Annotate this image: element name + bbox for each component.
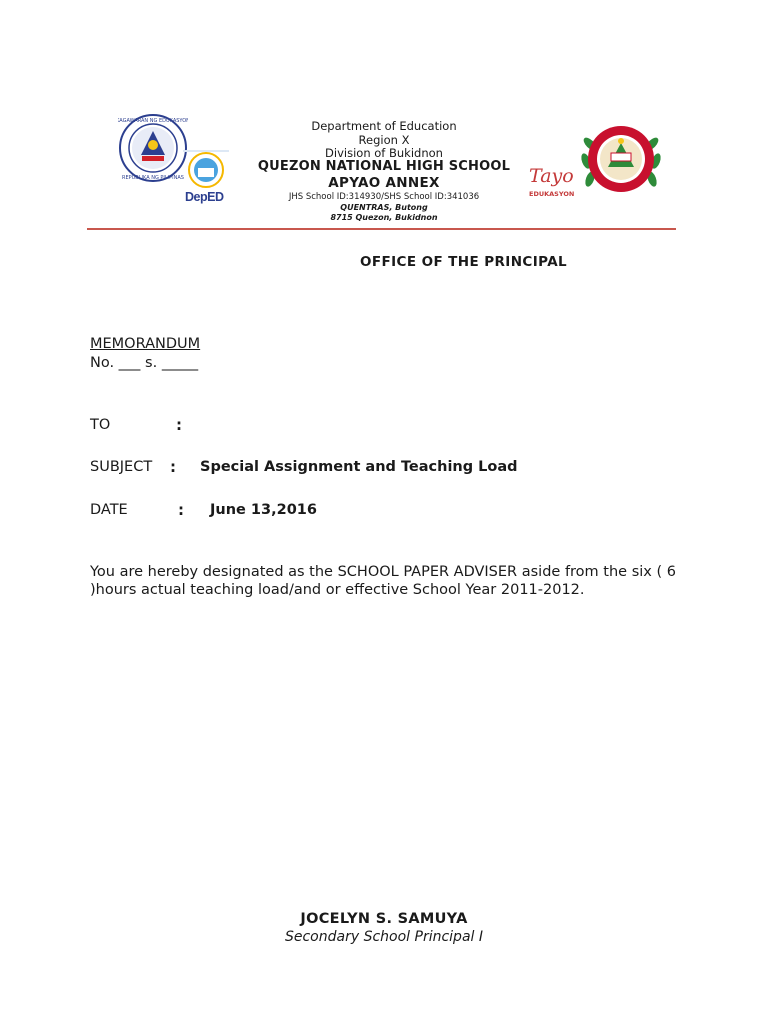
subject-value: Special Assignment and Teaching Load — [200, 459, 518, 475]
signatory-title: Secondary School Principal I — [284, 929, 483, 945]
tayo-logo-subtext: EDUKASYON — [529, 190, 575, 198]
address-line-1: QUENTRAS, Butong — [340, 203, 428, 212]
tayo-logo-text: Tayo — [529, 165, 574, 187]
department-name: Department of Education — [311, 119, 457, 133]
office-title: OFFICE OF THE PRINCIPAL — [360, 254, 568, 270]
school-annex: APYAO ANNEX — [328, 175, 440, 191]
memo-number: No. ___ s. _____ — [90, 355, 199, 371]
signatory-name: JOCELYN S. SAMUYA — [300, 911, 468, 927]
subject-colon: : — [170, 458, 176, 476]
svg-text:REPUBLIKA NG PILIPINAS: REPUBLIKA NG PILIPINAS — [122, 175, 184, 181]
date-label: DATE — [90, 502, 128, 518]
deped-logo-text: DepED — [185, 190, 224, 204]
header-divider — [87, 228, 676, 230]
school-name: QUEZON NATIONAL HIGH SCHOOL — [257, 159, 511, 174]
subject-label: SUBJECT — [90, 459, 153, 475]
region-name: Region X — [358, 133, 410, 147]
to-colon: : — [176, 416, 182, 434]
memo-title: MEMORANDUM — [90, 336, 201, 352]
school-ids: JHS School ID:314930/SHS School ID:341036 — [288, 192, 480, 202]
to-label: TO — [90, 417, 111, 433]
svg-text:KAGAWARAN NG EDUKASYON: KAGAWARAN NG EDUKASYON — [118, 118, 188, 124]
memo-body: You are hereby designated as the SCHOOL PAPER ADVISER aside from the six ( 6 )hours actual teaching load/and or effective School Year 2011-2012. — [90, 564, 676, 598]
date-value: June 13,2016 — [210, 502, 317, 518]
division-name: Division of Bukidnon — [325, 146, 443, 160]
tayo-edukasyon-logo — [527, 165, 579, 201]
address-line-2: 8715 Quezon, Bukidnon — [330, 213, 438, 222]
school-seal-logo — [578, 119, 664, 201]
date-colon: : — [178, 501, 184, 519]
